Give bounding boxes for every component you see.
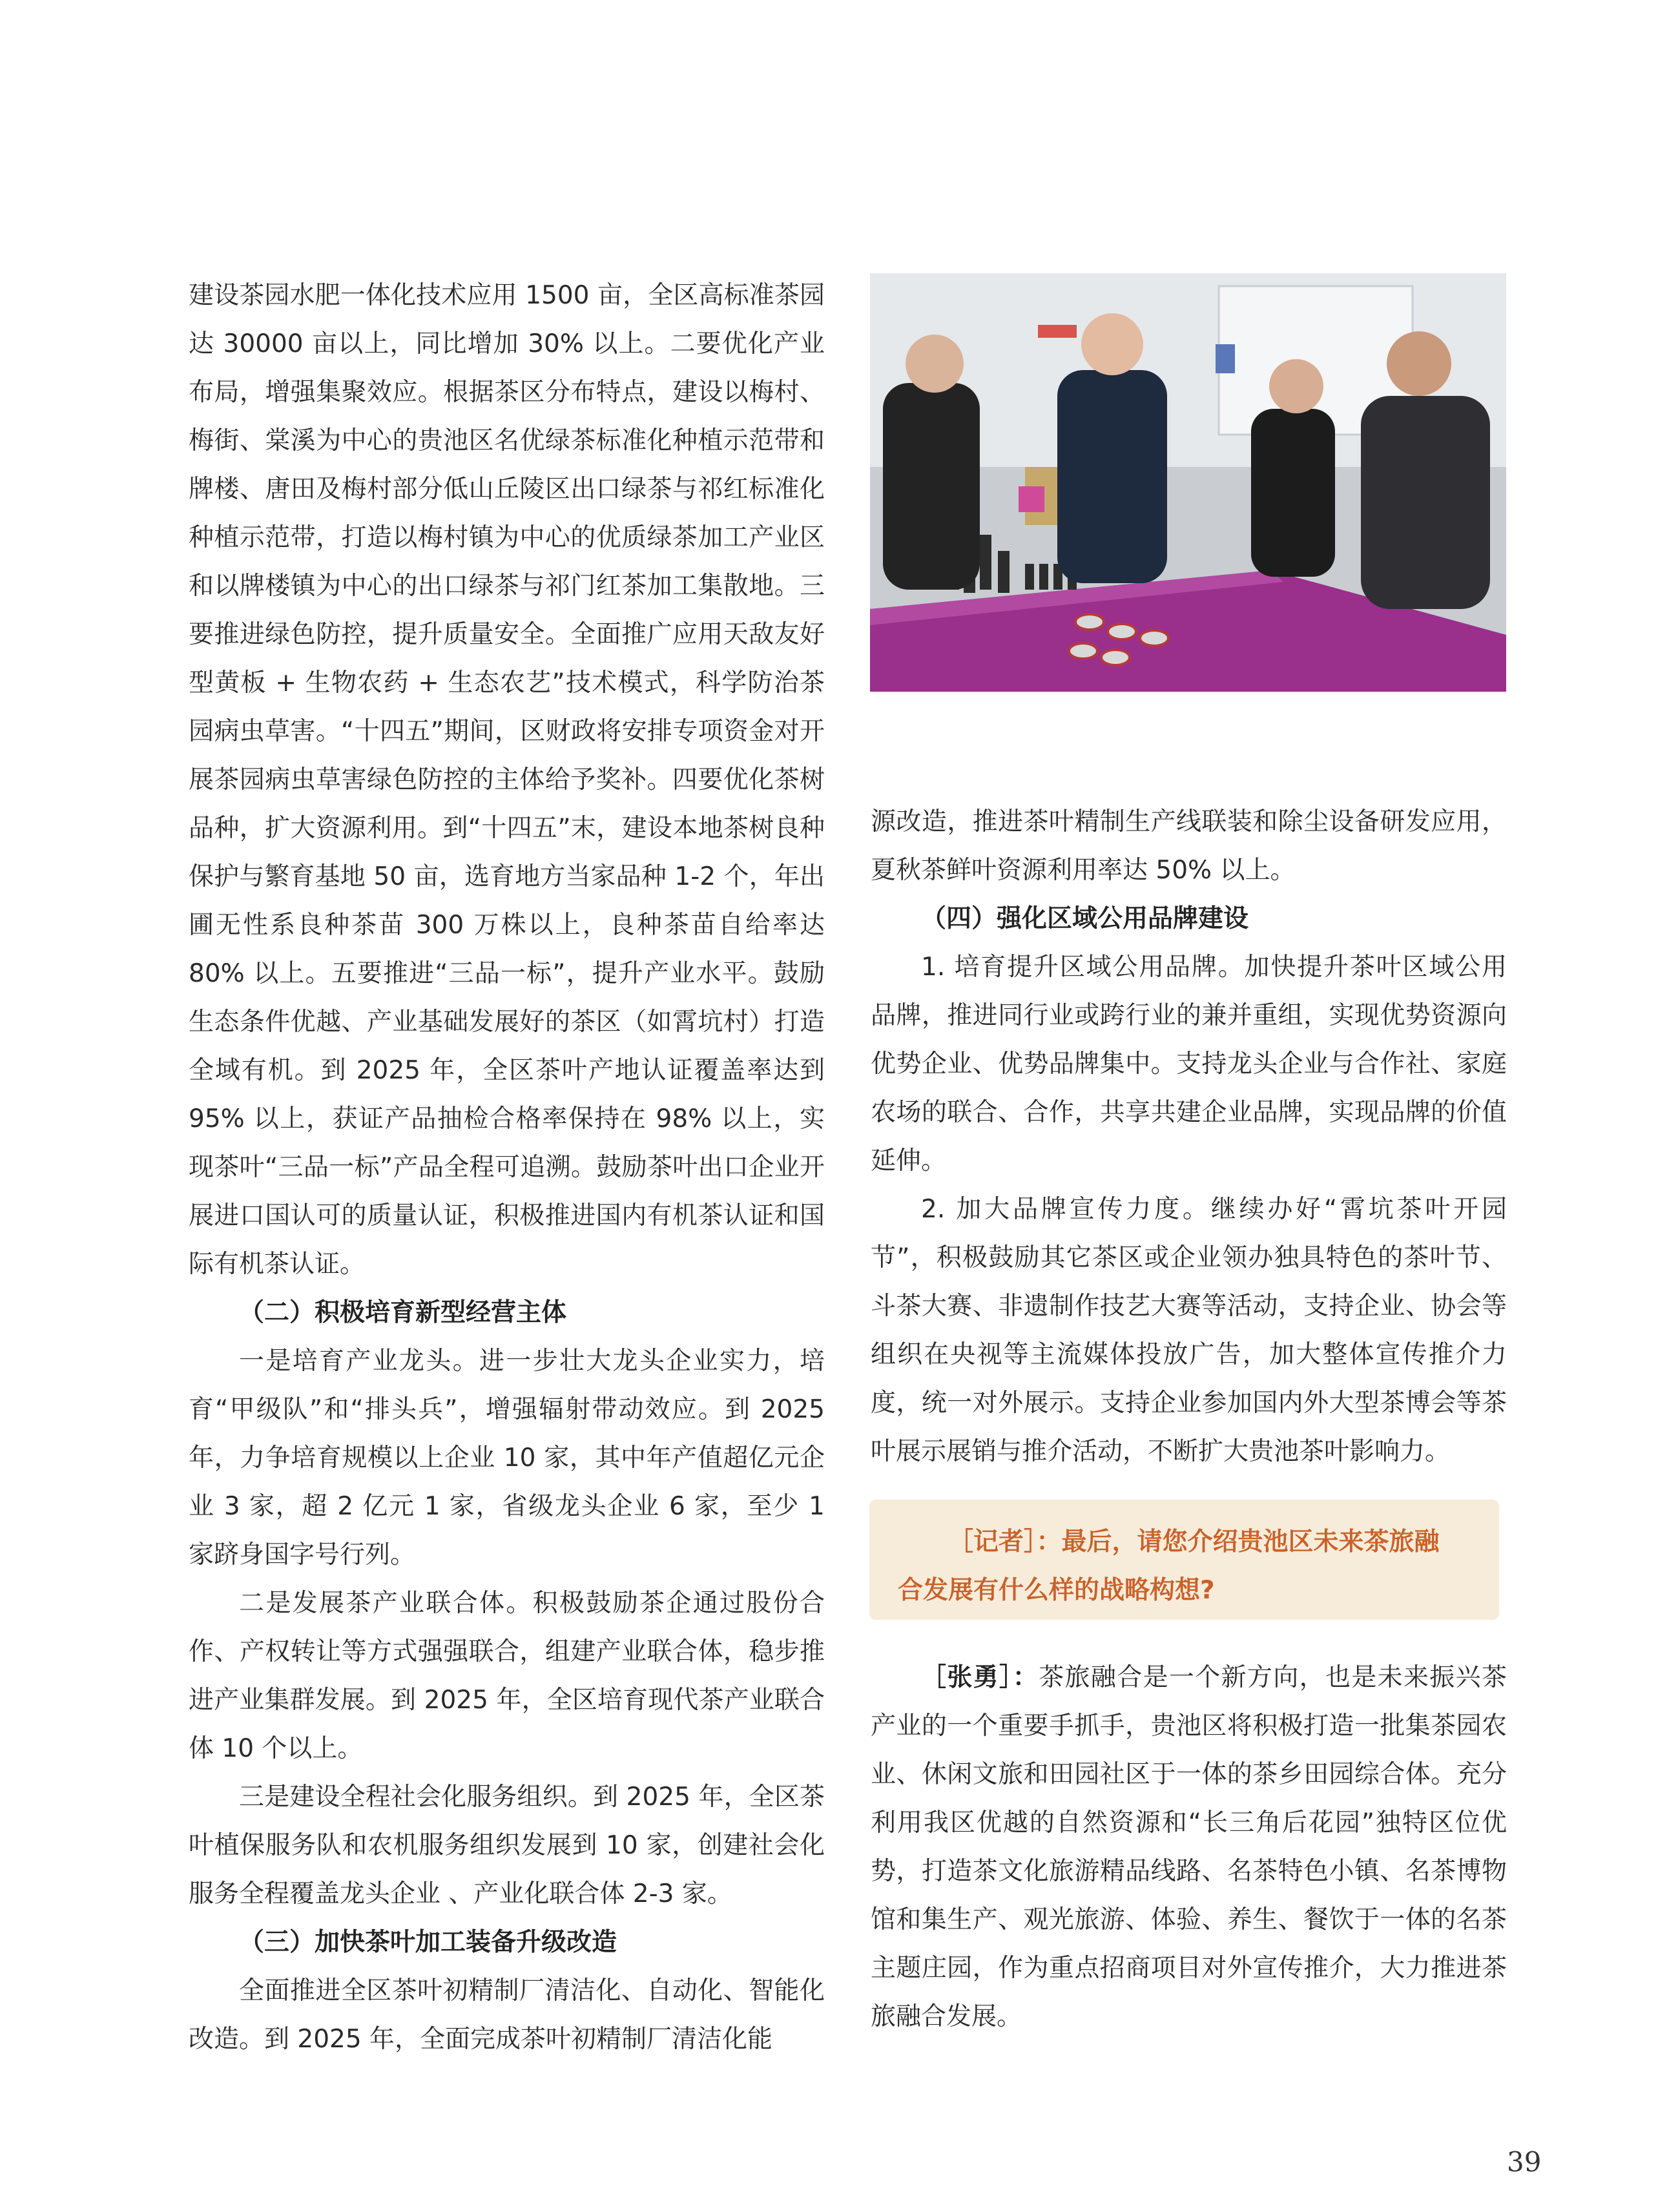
reporter-question-line-1: ［记者］：最后，请您介绍贵池区未来茶旅融 (948, 1527, 1440, 1556)
body-paragraph: 建设茶园水肥一体化技术应用 1500 亩，全区高标准茶园达 30000 亩以上，同比增加 30% 以上。二要优化产业布局，增强集聚效应。根据茶区分布特点，建设以梅村、梅街、棠溪为中心的贵池区名优绿茶标准化种植示范带和牌楼、唐田及梅村部分低山丘陵区出口绿茶与祁红标准化种植示范带，打造以梅村镇为中心的优质绿茶加工产业区和以牌楼镇为中心的出口绿茶与祁门红茶加工集散地。三要推进绿色防控，提升质量安全。全面推广应用天敌友好型黄板 + 生物农药 + 生态农艺”技术模式，科学防治茶园病虫草害。“十四五”期间，区财政将安排专项资金对开展茶园病虫草害绿色防控的主体给予奖补。四要优化茶树品种，扩大资源利用。到“十四五”末，建设本地茶树良种保护与繁育基地 50 亩，选育地方当家品种 1-2 个，年出圃无性系良种茶苗 300 万株以上，良种茶苗自给率达 80% 以上。五要推进“三品一标”，提升产业水平。鼓励生态条件优越、产业基础发展好的茶区（如霄坑村）打造全域有机。到 2025 年，全区茶叶产地认证覆盖率达到 95% 以上，获证产品抽检合格率保持在 98% 以上，实现茶叶“三品一标”产品全程可追溯。鼓励茶叶出口企业开展进口国认可的质量认证，积极推进国内有机茶认证和国际有机茶认证。 (189, 281, 825, 1279)
body-paragraph: 二是发展茶产业联合体。积极鼓励茶企通过股份合作、产权转让等方式强强联合，组建产业联合体，稳步推进产业集群发展。到 2025 年，全区培育现代茶产业联合体 10 个以上。 (189, 1589, 825, 1763)
body-paragraph: 1. 培育提升区域公用品牌。加快提升茶叶区域公用品牌，推进同行业或跨行业的兼并重组，实现优势资源向优势企业、优势品牌集中。支持龙头企业与合作社、家庭农场的联合、合作，共享共建企业品牌，实现品牌的价值延伸。 (871, 953, 1507, 1175)
page-number: 39 (1507, 2146, 1542, 2178)
tea-tasting-photo-illustration (870, 273, 1506, 692)
body-paragraph: 一是培育产业龙头。进一步壮大龙头企业实力，培育“甲级队”和“排头兵”，增强辐射带动效应。到 2025 年，力争培育规模以上企业 10 家，其中年产值超亿元企业 3 家，超 2 亿元 1 家，省级龙头企业 6 家，至少 1 家跻身国字号行列。 (189, 1347, 825, 1569)
body-paragraph: 三是建设全程社会化服务组织。到 2025 年，全区茶叶植保服务队和农机服务组织发展到 10 家，创建社会化服务全程覆盖龙头企业 、产业化联合体 2-3 家。 (189, 1783, 825, 1908)
answer-paragraph (871, 1653, 1507, 2041)
section-heading: （二）积极培育新型经营主体 (239, 1298, 567, 1327)
body-paragraph: 全面推进全区茶叶初精制厂清洁化、自动化、智能化改造。到 2025 年，全面完成茶叶初精制厂清洁化能 (189, 1976, 825, 2054)
answer-text: 茶旅融合是一个新方向，也是未来振兴茶产业的一个重要手抓手，贵池区将积极打造一批集茶园农业、休闲文旅和田园社区于一体的茶乡田园综合体。充分利用我区优越的自然资源和“长三角后花园”独特区位优势，打造茶文化旅游精品线路、名茶特色小镇、名茶博物馆和集生产、观光旅游、体验、养生、餐饮于一体的名茶主题庄园，作为重点招商项目对外宣传推介，大力推进茶旅融合发展。 (871, 1663, 1507, 2031)
left-column (189, 271, 825, 2063)
speaker-label: ［张勇］： (921, 1663, 1039, 1692)
body-paragraph: 2. 加大品牌宣传力度。继续办好“霄坑茶叶开园节”，积极鼓励其它茶区或企业领办独具特色的茶叶节、斗茶大赛、非遗制作技艺大赛等活动，支持企业、协会等组织在央视等主流媒体投放广告，加大整体宣传推介力度，统一对外展示。支持企业参加国内外大型茶博会等茶叶展示展销与推介活动，不断扩大贵池茶叶影响力。 (871, 1195, 1507, 1466)
section-heading: （四）强化区域公用品牌建设 (921, 904, 1249, 933)
right-column (871, 798, 1507, 1476)
section-heading: （三）加快茶叶加工装备升级改造 (239, 1928, 617, 1957)
interviewee-answer (871, 1653, 1507, 2041)
reporter-question-callout (869, 1500, 1499, 1620)
reporter-question-line-2: 合发展有什么样的战略构想? (898, 1576, 1215, 1605)
body-paragraph: 源改造，推进茶叶精制生产线联装和除尘设备研发应用，夏秋茶鲜叶资源利用率达 50% 以上。 (871, 807, 1507, 885)
event-photo (870, 273, 1506, 692)
